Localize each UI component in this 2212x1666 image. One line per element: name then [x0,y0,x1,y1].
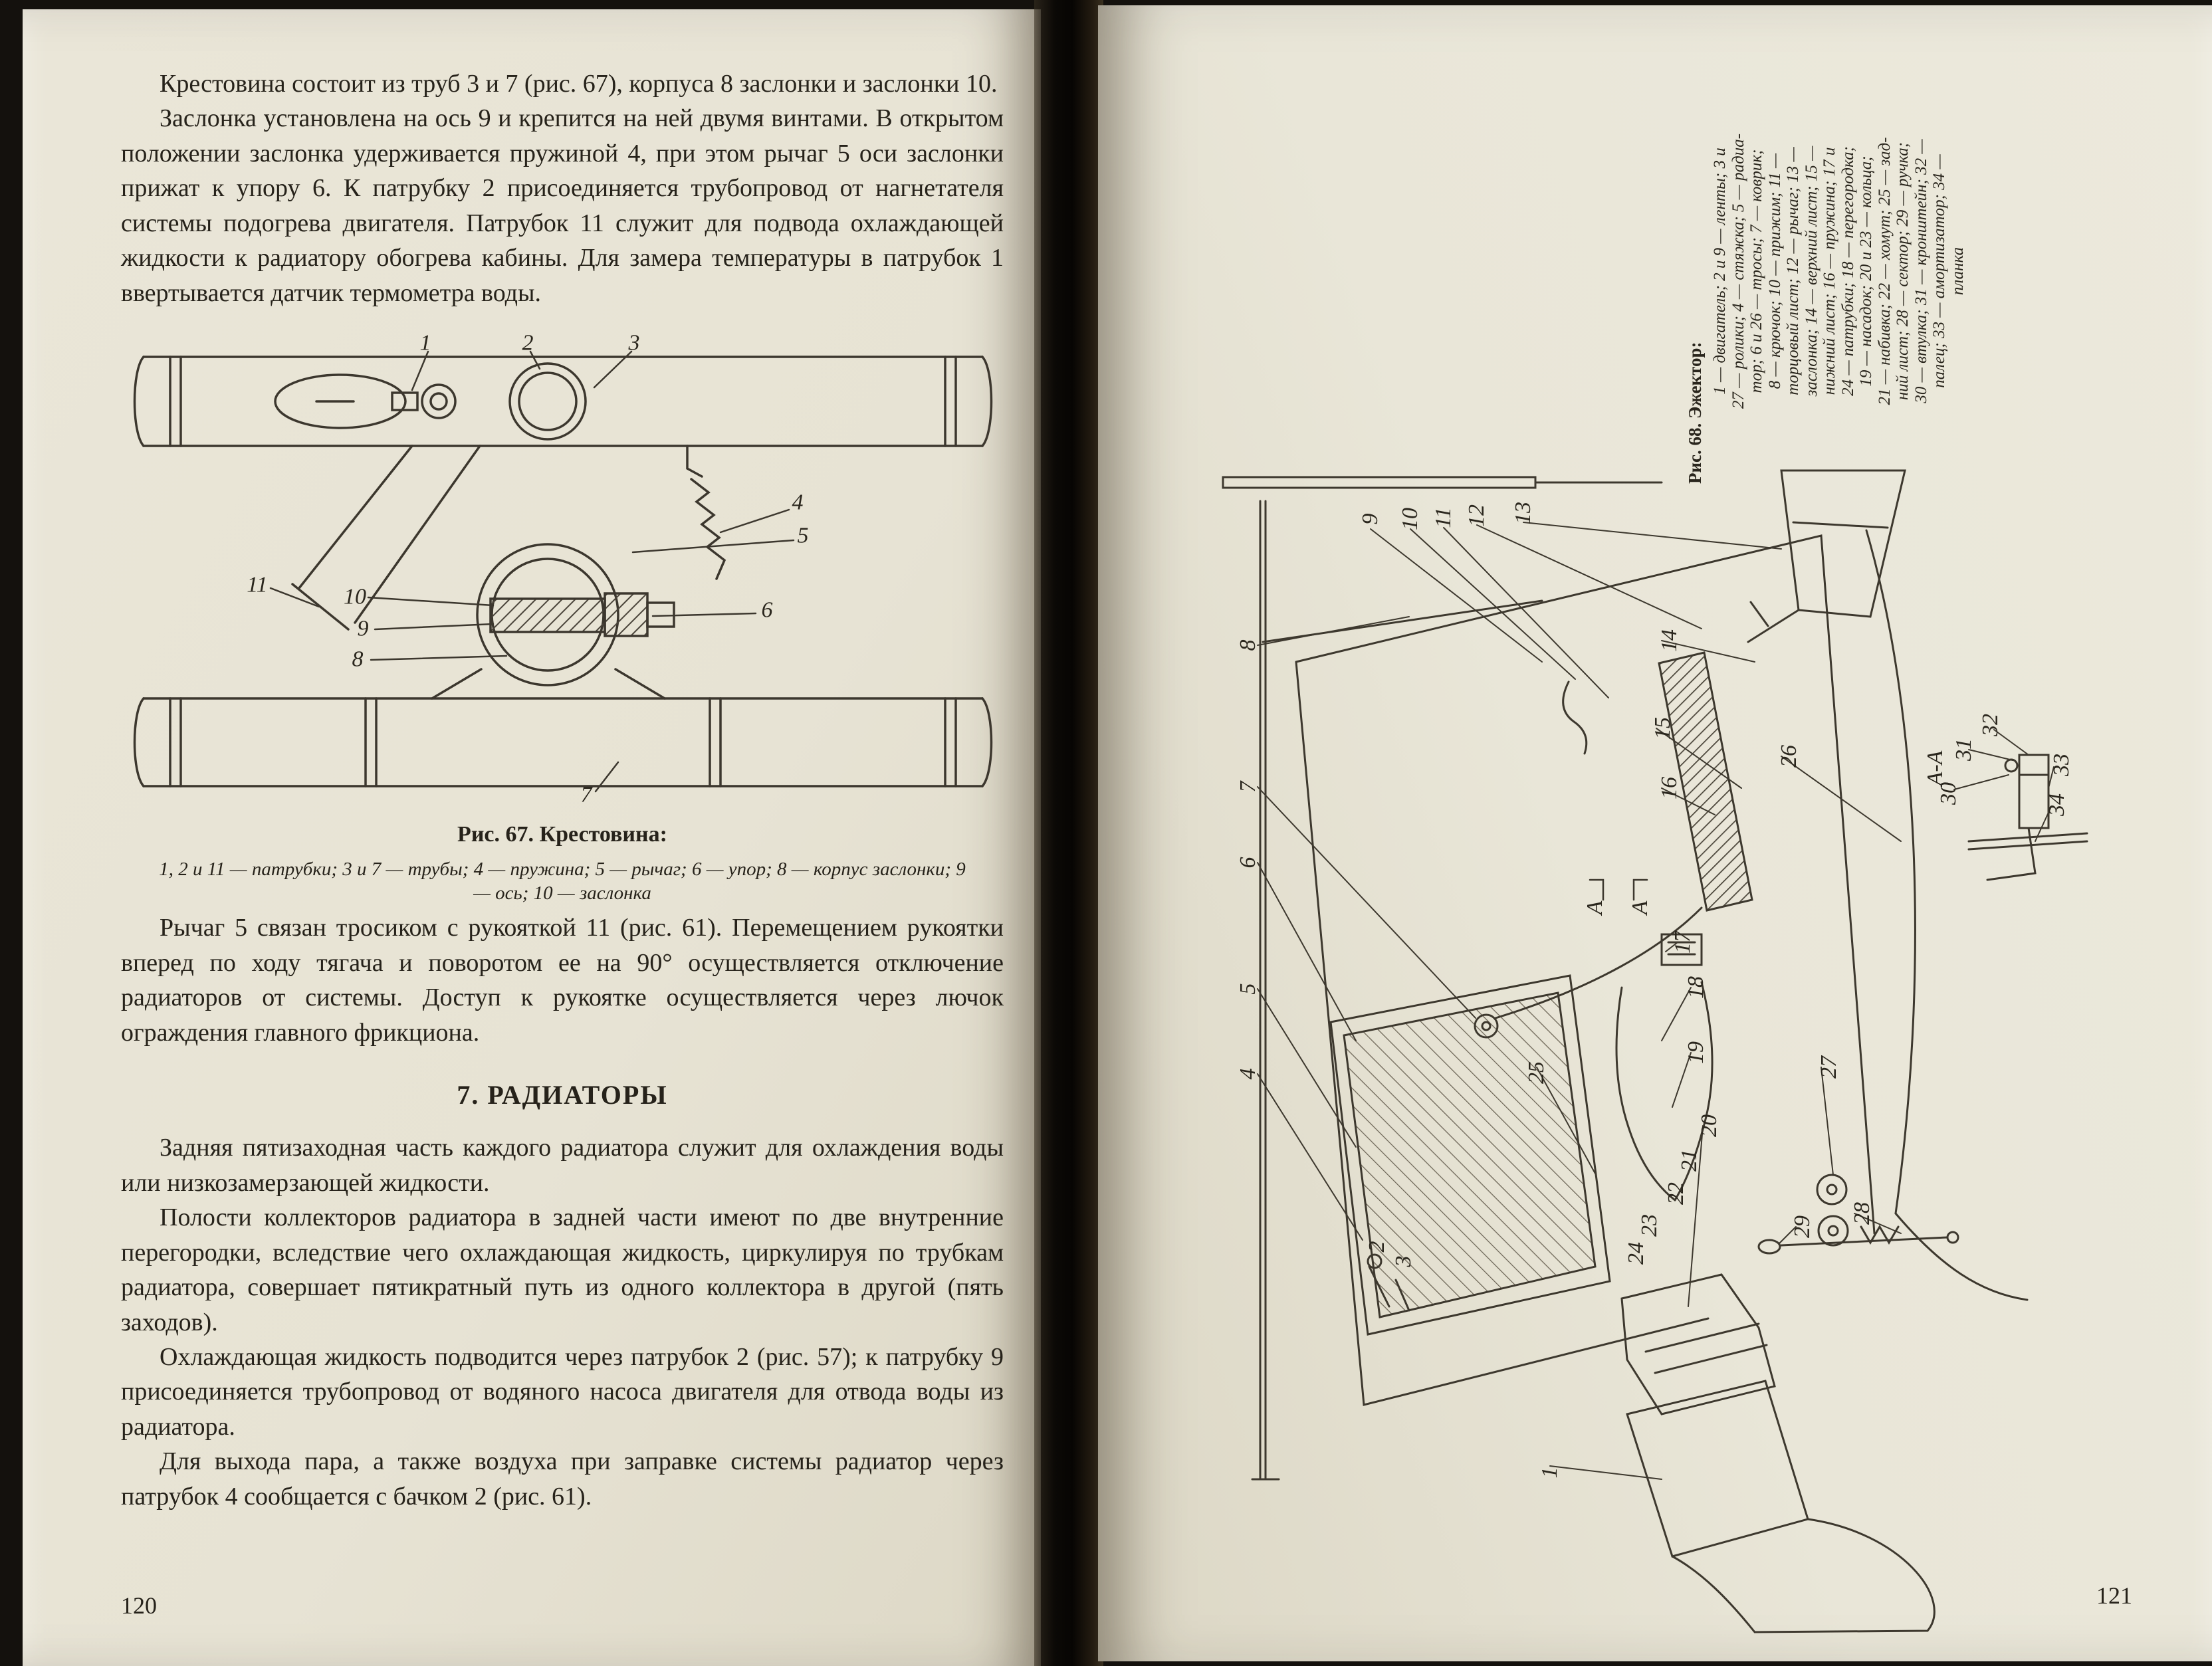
legend-line: палец; 33 — амортизатор; 34 — [1930,154,1948,388]
callout-5: 5 [1236,983,1260,995]
callout-15: 15 [1650,717,1675,740]
callout-2: 2 [1365,1241,1389,1253]
callout-30: 30 [1936,782,1961,805]
figure-68-callouts [1196,443,2193,1639]
callout-11: 11 [247,572,268,597]
callout-14: 14 [1657,629,1682,652]
callout-12: 12 [1464,504,1489,527]
figure-67 [121,329,1005,807]
legend-line: 24 — патрубки; 18 — перегородка; [1838,146,1857,396]
paragraph-zaslonka: Заслонка установлена на ось 9 и крепится на ней двумя винтами. В открытом положении заслонка удерживается пружиной 4, при этом рычаг 5 оси заслонки прижат к упору 6. К патрубку 2 присоединяется трубопровод от нагнетателя системы подогрева двигателя. Патрубок 11 служит для подвода охлаждающей жидкости к радиатору обогрева кабины. Для замера температуры в патрубок 1 ввертывается датчик термометра воды. [121,104,1004,307]
callout-4: 4 [792,490,804,515]
paragraph-ohlazhdayushchaya: Охлаждающая жидкость подводится через патрубок 2 (рис. 57); к патрубку 9 присоединяется трубопровод от водяного насоса двигателя для отвода воды из радиатора. [121,1343,1004,1441]
figure-67-caption-title: Рис. 67. Крестовина: [457,822,667,847]
figure-67-caption-legend: 1, 2 и 11 — патрубки; 3 и 7 — трубы; 4 — пружина; 5 — рычаг; 6 — упор; 8 — корпус заслонки; 9 — ось; 10 — заслонка [159,858,966,904]
callout-23: 23 [1637,1214,1662,1237]
callout-20: 20 [1697,1114,1721,1137]
legend-line: 30 — втулка; 31 — кронштейн; 32 — [1912,139,1930,403]
figure-68-caption-title: Рис. 68. Эжектор: [1685,342,1705,484]
callout-10: 10 [344,584,366,609]
legend-line: 27 — ролики; 4 — стяжка; 5 — радиа- [1729,133,1747,409]
callout-6: 6 [1236,857,1260,869]
callout-34: 34 [2045,793,2069,816]
callout-2: 2 [522,330,534,356]
callout-8: 8 [352,647,364,672]
legend-line: 8 — крючок; 10 — прижим; 11 — [1765,153,1784,389]
page-number-left: 120 [121,1592,157,1619]
callout-А-А: А-А [1923,750,1947,786]
callout-1: 1 [1537,1467,1562,1479]
callout-3: 3 [628,330,640,356]
figure-67-caption [121,819,1004,905]
legend-line: нижний лист; 16 — пружина; 17 и [1821,147,1838,395]
callout-18: 18 [1684,976,1708,999]
callout-1: 1 [419,330,431,356]
figure-68-caption-block [1685,58,1971,484]
callout-27: 27 [1817,1056,1841,1079]
figure-68-legend [1711,58,1967,484]
callout-19: 19 [1684,1041,1708,1064]
legend-line: 1 — двигатель; 2 и 9 — ленты; 3 и [1711,148,1729,395]
callout-5: 5 [797,523,809,548]
legend-line: тор; 6 и 26 — тросы; 7 — коврик; [1747,149,1765,393]
page-left [23,9,1041,1666]
callout-29: 29 [1790,1215,1815,1238]
callout-10: 10 [1398,508,1422,530]
callout-4: 4 [1236,1068,1260,1080]
paragraph-rychag: Рычаг 5 связан тросиком с рукояткой 11 (рис. 61). Перемещением рукоятки вперед по ходу тягача и поворотом ее на 90° осуществляется отключение радиаторов от системы. Доступ к рукоятке осуществляется через лючок ограждения главного фрикциона. [121,914,1004,1047]
page-number-right: 121 [2096,1582,2132,1609]
callout-33: 33 [2049,754,2074,776]
legend-line: 21 — набивка; 22 — хомут; 25 — зад- [1875,137,1894,405]
section-heading-radiatory: 7. РАДИАТОРЫ [457,1080,668,1110]
legend-line: 19 — насадок; 20 и 23 — кольца; [1857,156,1875,387]
paragraph-vyhod-para: Для выхода пара, а также воздуха при заправке системы радиатор через патрубок 4 сообщается с бачком 2 (рис. 61). [121,1447,1004,1510]
callout-6: 6 [761,597,773,623]
figure-68 [1196,443,2193,1639]
callout-9: 9 [1358,513,1382,525]
callout-24: 24 [1624,1242,1648,1265]
callout-11: 11 [1431,507,1456,528]
callout-16: 16 [1657,777,1682,799]
left-text-column [23,9,1041,1514]
callout-17: 17 [1670,931,1695,954]
callout-9: 9 [357,616,369,641]
figure-67-callouts [121,329,1005,807]
callout-3: 3 [1391,1255,1416,1267]
callout-7: 7 [1236,781,1260,793]
callout-32: 32 [1978,714,2003,736]
callout-25: 25 [1524,1061,1549,1084]
paragraph-zadnyaya: Задняя пятизаходная часть каждого радиатора служит для охлаждения воды или низкозамерзающей жидкости. [121,1134,1004,1197]
legend-line: планка [1948,247,1967,296]
legend-line: заслонка; 14 — верхний лист; 15 — [1802,146,1821,397]
callout-21: 21 [1677,1149,1702,1172]
legend-line: торцовый лист; 12 — рычаг; 13 — [1784,147,1802,395]
legend-line: ний лист; 28 — сектор; 29 — ручка; [1894,142,1912,401]
callout-22: 22 [1664,1182,1688,1205]
paragraph-krestovina: Крестовина состоит из труб 3 и 7 (рис. 67), корпуса 8 заслонки и заслонки 10. [160,70,998,98]
callout-7: 7 [580,782,592,807]
callout-13: 13 [1511,502,1535,524]
page-right [1098,5,2212,1661]
callout-А: А [1583,900,1607,915]
callout-28: 28 [1850,1202,1874,1225]
paragraph-polosti: Полости коллекторов радиатора в задней части имеют по две внутренние перегородки, вследствие чего охлаждающая жидкость, циркулируя по трубкам радиатора, совершает пятикратный путь из одного коллектора в другой (пять заходов). [121,1203,1004,1336]
book-spine [1034,0,1103,1666]
callout-26: 26 [1777,745,1801,768]
callout-31: 31 [1951,738,1976,761]
callout-8: 8 [1236,639,1260,651]
callout-А: А [1628,900,1652,915]
